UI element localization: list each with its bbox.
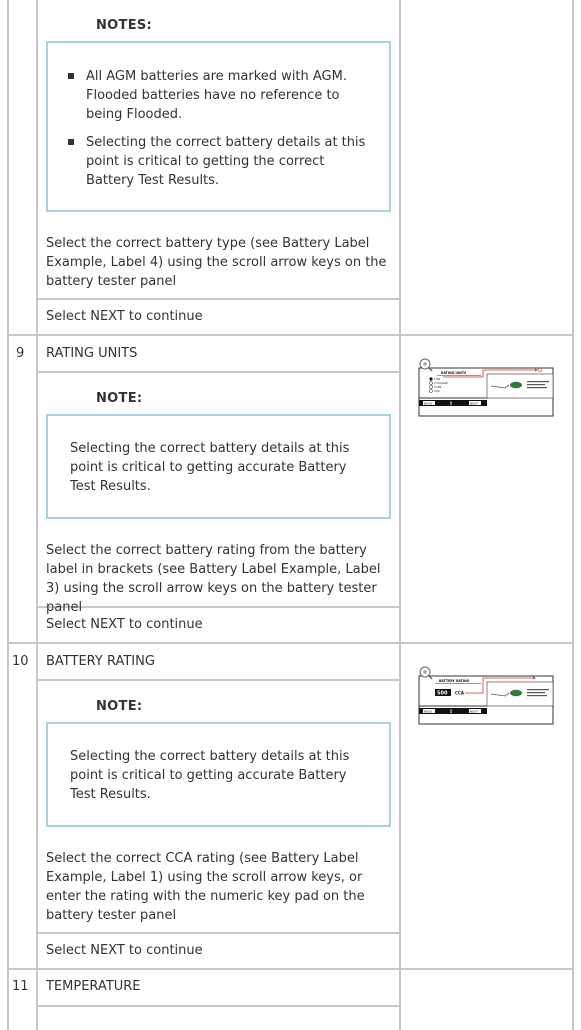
row-divider bbox=[7, 642, 574, 644]
next-instruction: Select NEXT to continue bbox=[46, 617, 203, 632]
screen-title: BATTERY RATING bbox=[439, 679, 470, 683]
table-border-col2 bbox=[399, 0, 401, 1030]
step-title: TEMPERATURE bbox=[46, 979, 141, 994]
step-number: 10 bbox=[12, 654, 29, 669]
note-heading: NOTE: bbox=[96, 699, 143, 714]
rating-unit: CCA bbox=[455, 690, 464, 696]
next-instruction: Select NEXT to continue bbox=[46, 309, 203, 324]
note-box bbox=[46, 722, 391, 827]
svg-text:⇕: ⇕ bbox=[449, 709, 454, 715]
note-heading: NOTE: bbox=[96, 391, 143, 406]
back-label: BACK bbox=[424, 401, 433, 406]
row-divider bbox=[36, 371, 401, 373]
screen-option: 3 DIN bbox=[434, 386, 442, 389]
row-divider bbox=[36, 298, 401, 300]
screen-option: 2 CCA/SAE bbox=[434, 382, 448, 385]
note-box bbox=[46, 414, 391, 519]
back-label: BACK bbox=[424, 709, 433, 714]
step-number: 11 bbox=[12, 979, 29, 994]
next-label: NEXT bbox=[470, 709, 478, 714]
row-divider bbox=[36, 679, 401, 681]
table-border-left bbox=[7, 0, 9, 1030]
note-heading: NOTES: bbox=[96, 18, 153, 33]
instruction-text: Select the correct battery rating from the battery label in brackets (see Battery Label Example, Label 3) using the scroll arrow keys on the battery tester panel bbox=[46, 543, 381, 615]
step-number: 9 bbox=[16, 346, 25, 361]
screen-title: RATING UNITS bbox=[441, 371, 467, 375]
note-text: Selecting the correct battery details at this point is critical to getting accurate Battery Test Results. bbox=[70, 441, 350, 494]
note-box bbox=[46, 41, 391, 212]
instruction-text: Select the correct battery type (see Battery Label Example, Label 4) using the scroll arrow keys on the battery tester panel bbox=[46, 236, 387, 289]
table-border-right bbox=[572, 0, 574, 1030]
row-divider bbox=[7, 968, 574, 970]
row-divider bbox=[7, 334, 574, 336]
note-item: Selecting the correct battery details at this point is critical to getting the correct Battery Test Results. bbox=[68, 133, 369, 190]
battery-rating-screen-thumbnail[interactable] bbox=[417, 662, 555, 726]
note-item: All AGM batteries are marked with AGM. Flooded batteries have no reference to being Flooded. bbox=[68, 67, 369, 124]
instruction-text: Select the correct CCA rating (see Battery Label Example, Label 1) using the scroll arrow keys, or enter the rating with the numeric key pad on the battery tester panel bbox=[46, 851, 365, 923]
row-divider bbox=[36, 932, 401, 934]
next-label: NEXT bbox=[470, 401, 478, 406]
rating-units-screen-thumbnail[interactable] bbox=[417, 354, 555, 418]
svg-text:⇕: ⇕ bbox=[449, 401, 454, 407]
next-instruction: Select NEXT to continue bbox=[46, 943, 203, 958]
step-title: BATTERY RATING bbox=[46, 654, 155, 669]
screen-option: 1 EN bbox=[434, 378, 441, 381]
screen-option: 4 JIS bbox=[434, 390, 440, 393]
rating-value: 500 bbox=[437, 690, 448, 697]
row-divider bbox=[36, 1005, 401, 1007]
table-border-col1 bbox=[36, 0, 38, 1030]
note-text: Selecting the correct battery details at this point is critical to getting accurate Battery Test Results. bbox=[70, 749, 350, 802]
step-title: RATING UNITS bbox=[46, 346, 138, 361]
